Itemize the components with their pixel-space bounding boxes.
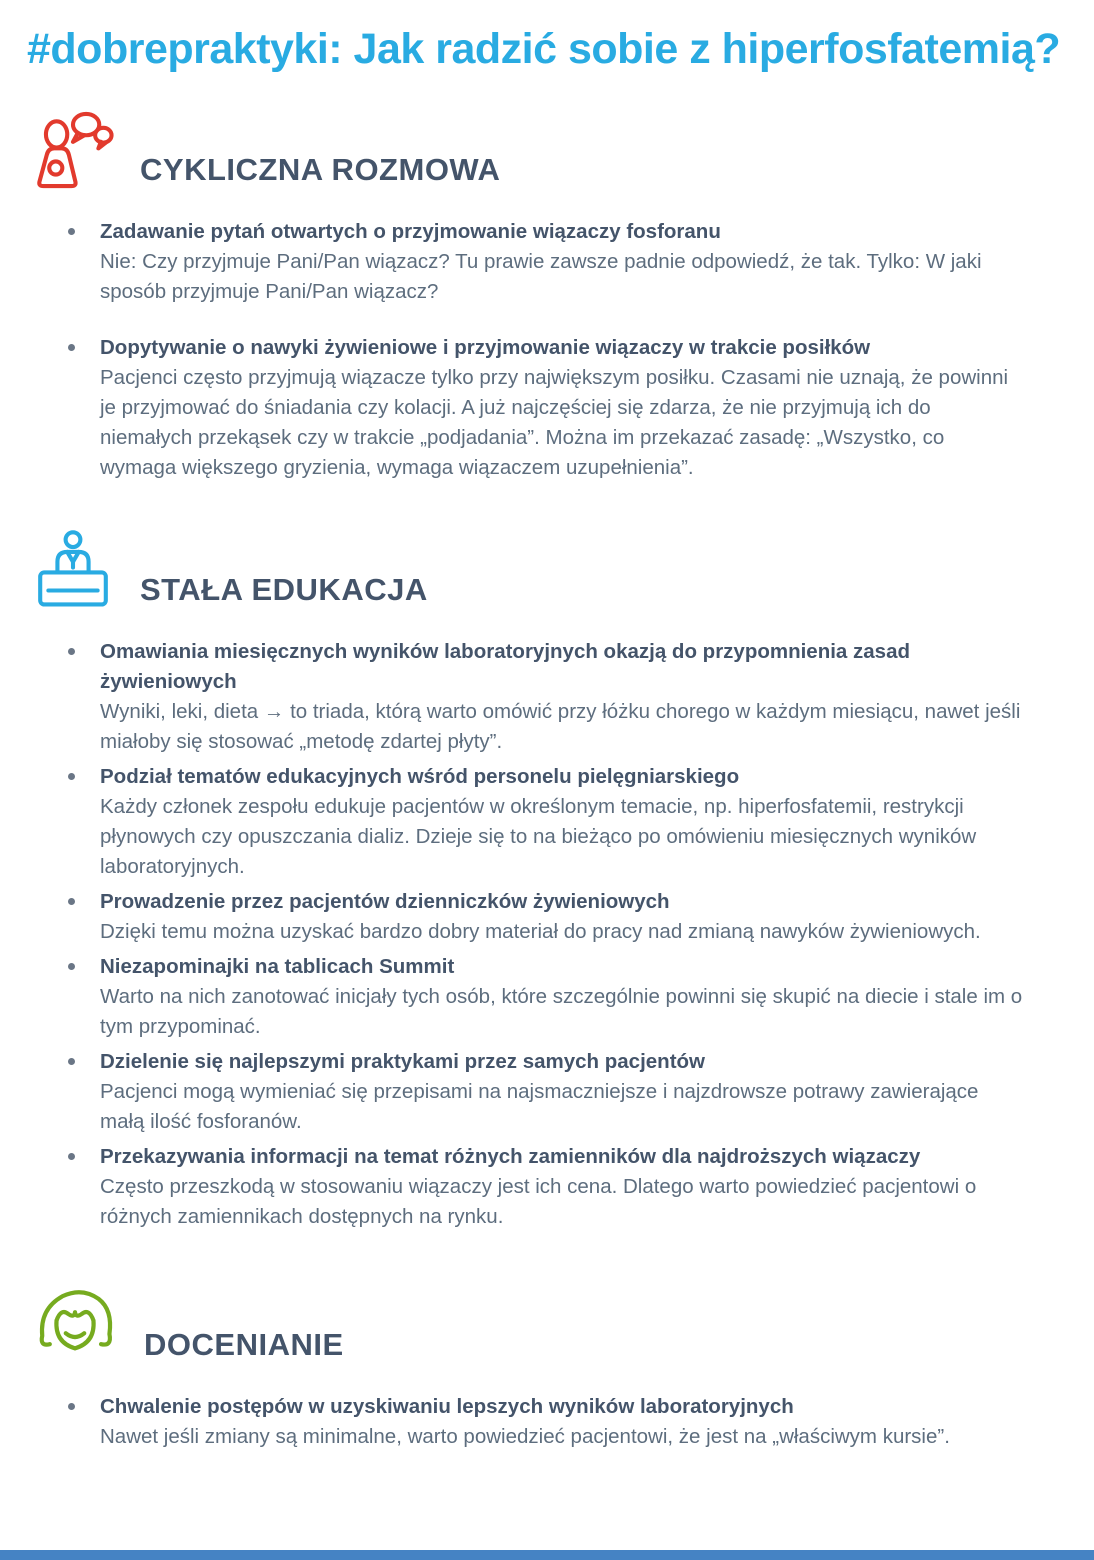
item-title: Dopytywanie o nawyki żywieniowe i przyjmowanie wiązaczy w trakcie posiłków xyxy=(100,336,871,360)
bullet-list xyxy=(0,217,1094,483)
item-title: Zadawanie pytań otwartych o przyjmowanie wiązaczy fosforanu xyxy=(100,220,721,244)
section-header xyxy=(32,109,1094,191)
item-title: Podział tematów edukacyjnych wśród personelu pielęgniarskiego xyxy=(100,765,740,789)
section-stala-edukacja xyxy=(0,529,1094,1232)
list-item xyxy=(66,1392,1026,1452)
section-docenianie xyxy=(0,1282,1094,1452)
teacher-at-desk-icon xyxy=(32,529,114,611)
list-item xyxy=(66,952,1026,1042)
bullet-dot xyxy=(68,898,75,905)
item-title: Przekazywania informacji na temat różnych zamienników dla najdroższych wiązaczy xyxy=(100,1145,921,1169)
section-header xyxy=(32,529,1094,611)
document-page xyxy=(0,26,1094,1560)
section-title: CYKLICZNA ROZMOWA xyxy=(140,152,501,188)
list-item xyxy=(66,217,1026,307)
item-title: Omawiania miesięcznych wyników laboratoryjnych okazją do przypomnienia zasad żywieniowych xyxy=(100,640,911,694)
bullet-dot xyxy=(68,228,75,235)
item-title: Dzielenie się najlepszymi praktykami przez samych pacjentów xyxy=(100,1050,706,1074)
list-item xyxy=(66,762,1026,882)
item-title: Prowadzenie przez pacjentów dzienniczków żywieniowych xyxy=(100,890,670,914)
section-header xyxy=(32,1282,1094,1366)
list-item xyxy=(66,887,1026,947)
item-body: Dzięki temu można uzyskać bardzo dobry materiał do pracy nad zmianą nawyków żywieniowych. xyxy=(100,920,981,944)
section-title: DOCENIANIE xyxy=(144,1327,344,1363)
item-body: Nawet jeśli zmiany są minimalne, warto powiedzieć pacjentowi, że jest na „właściwym kursie”. xyxy=(100,1425,950,1449)
bullet-dot xyxy=(68,1403,75,1410)
item-body: Nie: Czy przyjmuje Pani/Pan wiązacz? Tu prawie zawsze padnie odpowiedź, że tak. Tylko: W jaki sposób przyjmuje Pani/Pan wiązacz? xyxy=(100,250,982,304)
smiling-woman-icon xyxy=(32,1282,118,1366)
list-item xyxy=(66,1142,1026,1232)
section-title: STAŁA EDUKACJA xyxy=(140,572,428,608)
bullet-list xyxy=(0,1392,1094,1452)
item-title: Niezapominajki na tablicach Summit xyxy=(100,955,455,979)
bullet-dot xyxy=(68,344,75,351)
list-item xyxy=(66,333,1026,483)
item-body: Pacjenci mogą wymieniać się przepisami na najsmaczniejsze i najzdrowsze potrawy zawierające małą ilość fosforanów. xyxy=(100,1080,979,1134)
item-body: Wyniki, leki, dieta → to triada, którą warto omówić przy łóżku chorego w każdym miesiącu, nawet jeśli miałoby się stosować „metodę zdartej płyty”. xyxy=(100,700,1021,754)
footer-bar xyxy=(0,1550,1094,1560)
item-body: Pacjenci często przyjmują wiązacze tylko przy największym posiłku. Czasami nie uznają, że powinni je przyjmować do śniadania czy kolacji. A już najczęściej się zdarza, że nie przyjmują ich do niemałych przekąsek czy w trakcie „podjadania”. Można im przekazać zasadę: „Wszystko, co wymaga większego gryzienia, wymaga wiązaczem uzupełnienia”. xyxy=(100,366,1009,480)
doctor-speech-bubbles-icon xyxy=(32,109,114,191)
bullet-dot xyxy=(68,963,75,970)
list-item xyxy=(66,637,1026,757)
bullet-list xyxy=(0,637,1094,1232)
bullet-dot xyxy=(68,773,75,780)
page-title: #dobrepraktyki: Jak radzić sobie z hiperfosfatemią? xyxy=(27,25,1061,73)
section-cykliczna-rozmowa xyxy=(0,109,1094,483)
bullet-dot xyxy=(68,1058,75,1065)
bullet-dot xyxy=(68,1153,75,1160)
item-body: Każdy członek zespołu edukuje pacjentów w określonym temacie, np. hiperfosfatemii, restrykcji płynowych czy opuszczania dializ. Dzieje się to na bieżąco po omówieniu miesięcznych wyników laboratoryjnych. xyxy=(100,795,977,879)
bullet-dot xyxy=(68,648,75,655)
item-body: Często przeszkodą w stosowaniu wiązaczy jest ich cena. Dlatego warto powiedzieć pacjentowi o różnych zamiennikach dostępnych na rynku. xyxy=(100,1175,977,1229)
item-title: Chwalenie postępów w uzyskiwaniu lepszych wyników laboratoryjnych xyxy=(100,1395,794,1419)
item-body: Warto na nich zanotować inicjały tych osób, które szczególnie powinni się skupić na diecie i stale im o tym przypominać. xyxy=(100,985,1023,1039)
list-item xyxy=(66,1047,1026,1137)
